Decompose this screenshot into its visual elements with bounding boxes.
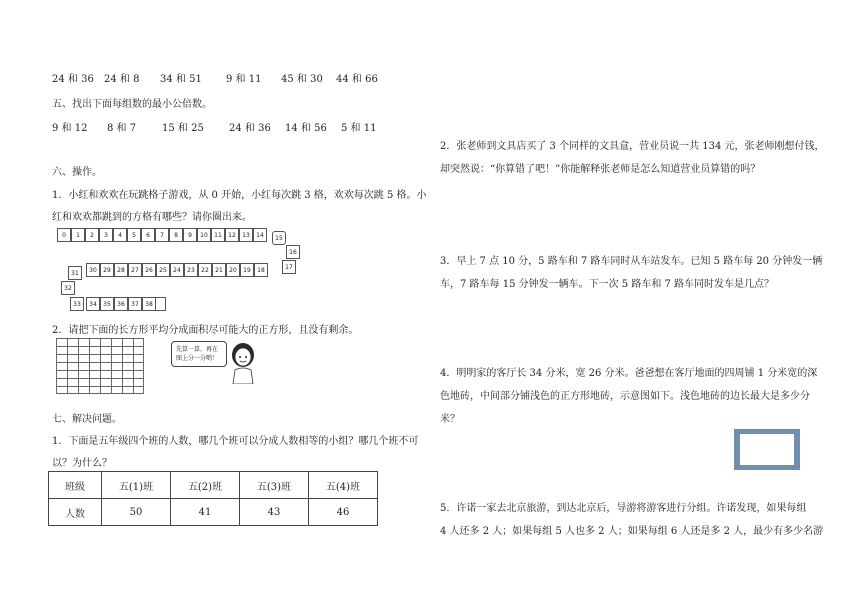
track-cell: 30 xyxy=(86,263,100,277)
track-cell: 1 xyxy=(71,228,85,242)
track-cell: 2 xyxy=(85,228,99,242)
track-cell: 25 xyxy=(156,263,170,277)
track-cell: 34 xyxy=(86,297,100,311)
track-cell: 15 xyxy=(272,231,286,245)
pairs-row-top xyxy=(52,70,378,85)
question-7-1-line1: 1．下面是五年级四个班的人数，哪几个班可以分成人数相等的小组？哪几个班不可 xyxy=(52,436,419,447)
table-header-cell: 五(1)班 xyxy=(102,472,171,499)
track-cell: 12 xyxy=(225,228,239,242)
question-6-2: 2．请把下面的长方形平均分成面积尽可能大的正方形，且没有剩余。 xyxy=(52,325,359,336)
track-cell: 27 xyxy=(128,263,142,277)
track-cell: 4 xyxy=(113,228,127,242)
table-cell: 41 xyxy=(171,499,240,526)
pair-item: 15 和 25 xyxy=(162,123,204,134)
pair-item: 24 和 8 xyxy=(104,74,140,85)
class-size-table xyxy=(48,471,378,526)
question-7-2-line2: 却突然说：“你算错了吧！”你能解释张老师是怎么知道营业员算错的吗？ xyxy=(440,164,761,175)
track-cell: 14 xyxy=(253,228,267,242)
section-7-heading: 七、解决问题。 xyxy=(52,414,122,425)
pair-item: 9 和 11 xyxy=(226,74,262,85)
speech-bubble: 先算一算，再在图上分一分哟！ xyxy=(171,341,227,367)
track-cell: 28 xyxy=(114,263,128,277)
track-cell: 24 xyxy=(170,263,184,277)
track-cell: 10 xyxy=(197,228,211,242)
track-cell: 7 xyxy=(155,228,169,242)
track-cell: 18 xyxy=(254,263,268,277)
track-cell: 8 xyxy=(169,228,183,242)
pair-item: 5 和 11 xyxy=(341,123,377,134)
track-cell: 13 xyxy=(239,228,253,242)
pair-item: 44 和 66 xyxy=(336,74,378,85)
question-7-3-line2: 车，7 路车每 15 分钟发一辆车。下一次 5 路车和 7 路车同时发车是几点？ xyxy=(440,279,775,290)
pair-item: 8 和 7 xyxy=(107,123,137,134)
question-7-2-line1: 2．张老师到文具店买了 3 个同样的文具盒，营业员说一共 134 元，张老师刚想付钱， xyxy=(440,141,825,152)
floor-diagram-inner xyxy=(740,434,794,465)
table-header-cell: 班级 xyxy=(49,472,102,499)
track-cell: 0 xyxy=(57,228,71,242)
track-cell: 9 xyxy=(183,228,197,242)
section-5-heading: 五、找出下面每组数的最小公倍数。 xyxy=(52,99,212,110)
track-cell: 17 xyxy=(282,260,296,274)
table-cell: 50 xyxy=(102,499,171,526)
pair-item: 24 和 36 xyxy=(229,123,271,134)
track-cell: 37 xyxy=(128,297,142,311)
question-6-1-line1: 1．小红和欢欢在玩跳格子游戏，从 0 开始，小红每次跳 3 格，欢欢每次跳 5 格。小 xyxy=(52,190,427,201)
track-cell: 6 xyxy=(141,228,155,242)
rectangle-grid xyxy=(56,338,144,394)
table-header-cell: 五(3)班 xyxy=(240,472,309,499)
pair-item: 14 和 56 xyxy=(285,123,327,134)
track-cell: 36 xyxy=(114,297,128,311)
section-6-heading: 六、操作。 xyxy=(52,167,102,178)
question-7-4-line1: 4．明明家的客厅长 34 分米，宽 26 分米。爸爸想在客厅地面的四周铺 1 分米宽的深 xyxy=(440,368,818,379)
pair-item: 34 和 51 xyxy=(160,74,202,85)
track-cell: 16 xyxy=(286,245,300,259)
track-cell: 3 xyxy=(99,228,113,242)
track-cell: 22 xyxy=(198,263,212,277)
track-end xyxy=(156,297,166,311)
track-cell: 35 xyxy=(100,297,114,311)
question-6-1-line2: 红和欢欢都跳到的方格有哪些？请你圈出来。 xyxy=(52,212,252,223)
pair-item: 45 和 30 xyxy=(281,74,323,85)
track-cell: 11 xyxy=(211,228,225,242)
table-row xyxy=(49,472,378,499)
table-cell: 43 xyxy=(240,499,309,526)
track-cell: 26 xyxy=(142,263,156,277)
question-7-4-line3: 米？ xyxy=(440,414,460,425)
track-cell: 29 xyxy=(100,263,114,277)
track-cell: 31 xyxy=(68,266,82,280)
track-cell: 20 xyxy=(226,263,240,277)
question-7-5-line2: 4 人还多 2 人；如果每组 5 人也多 2 人；如果每组 6 人还是多 2 人，最少有多少名游 xyxy=(440,526,824,537)
track-cell: 38 xyxy=(142,297,156,311)
track-cell: 21 xyxy=(212,263,226,277)
pair-item: 9 和 12 xyxy=(52,123,88,134)
question-7-1-line2: 以？为什么？ xyxy=(52,458,112,469)
question-7-5-line1: 5．许诺一家去北京旅游，到达北京后，导游将游客进行分组。许诺发现，如果每组 xyxy=(440,503,807,514)
question-7-3-line1: 3．早上 7 点 10 分，5 路车和 7 路车同时从车站发车。已知 5 路车每 20 分钟发一辆 xyxy=(440,256,823,267)
track-cell: 19 xyxy=(240,263,254,277)
girl-illustration xyxy=(226,340,260,384)
track-cell: 5 xyxy=(127,228,141,242)
question-7-4-line2: 色地砖，中间部分铺浅色的正方形地砖，示意图如下。浅色地砖的边长最大是多少分 xyxy=(440,391,810,402)
table-row xyxy=(49,499,378,526)
table-cell: 46 xyxy=(309,499,378,526)
pairs-row-5 xyxy=(52,119,376,134)
track-cell: 32 xyxy=(61,281,75,295)
table-cell: 人数 xyxy=(49,499,102,526)
table-header-cell: 五(4)班 xyxy=(309,472,378,499)
track-cell: 33 xyxy=(70,297,84,311)
pair-item: 24 和 36 xyxy=(52,74,94,85)
table-header-cell: 五(2)班 xyxy=(171,472,240,499)
track-cell: 23 xyxy=(184,263,198,277)
